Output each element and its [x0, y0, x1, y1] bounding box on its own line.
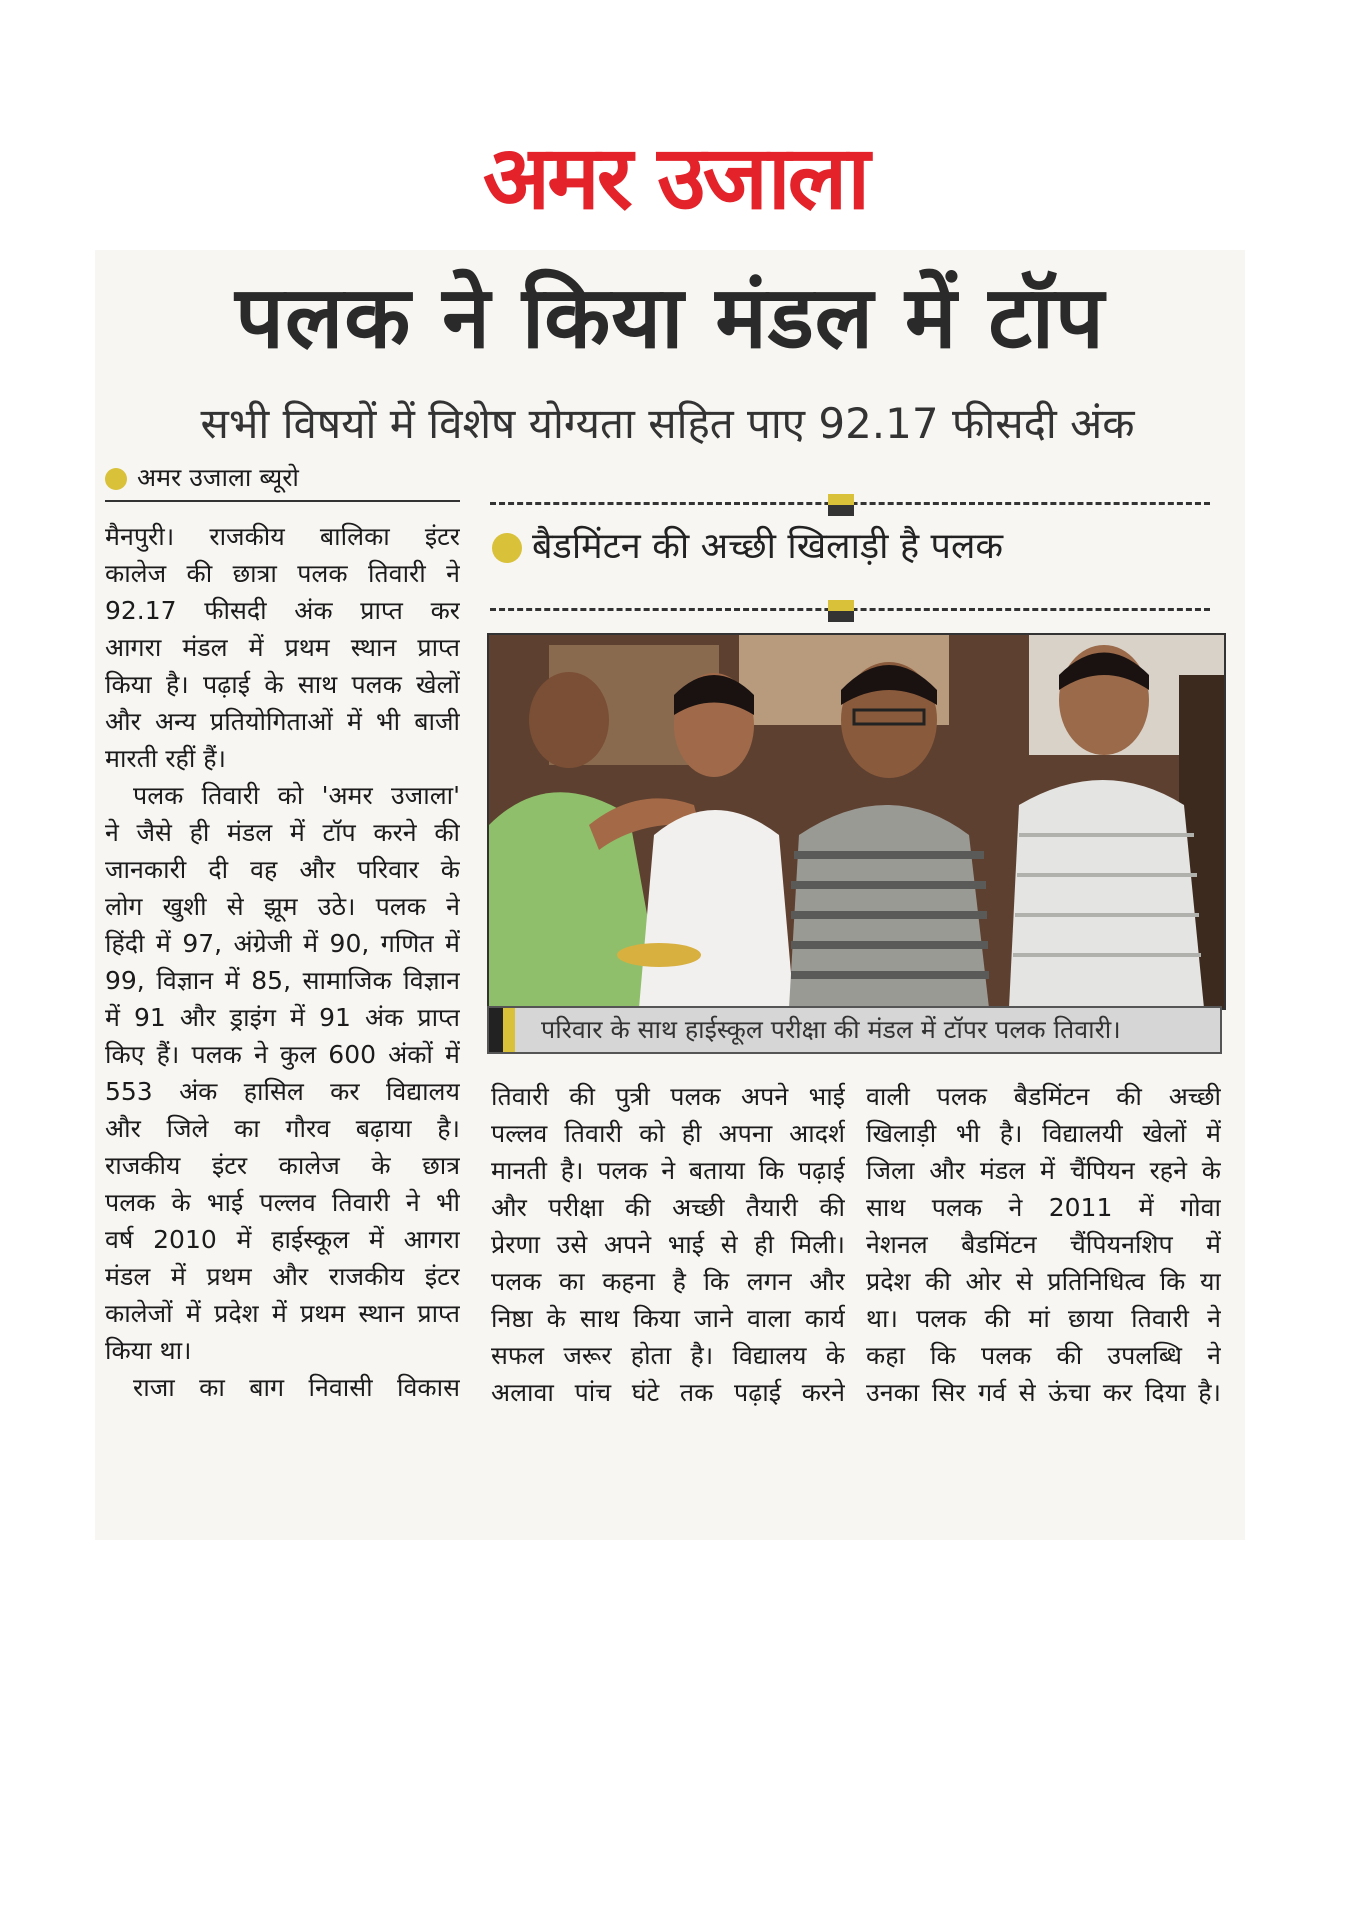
article-column-1: [105, 518, 460, 1406]
text-line: और परीक्षा की अच्छी तैयारी की: [491, 1193, 845, 1222]
divider-marker-icon: [828, 494, 854, 516]
text-line: 92.17 फीसदी अंक प्राप्त कर: [105, 596, 460, 625]
text-line: किया था।: [105, 1336, 192, 1365]
text-line: और जिले का गौरव बढ़ाया है।: [105, 1114, 460, 1143]
text-line: मानती है। पलक ने बताया कि पढ़ाई: [491, 1156, 845, 1185]
text-line: जिला और मंडल में चैंपियन रहने के: [866, 1156, 1221, 1185]
caption-bar: [489, 1008, 503, 1052]
text-line: तिवारी की पुत्री पलक अपने भाई: [491, 1082, 845, 1111]
photo-caption: [487, 1006, 1222, 1054]
text-line: कालेजों में प्रदेश में प्रथम स्थान प्राप्त: [105, 1299, 460, 1328]
text-line: वाली पलक बैडमिंटन की अच्छी: [866, 1082, 1221, 1111]
text-line: आगरा मंडल में प्रथम स्थान प्राप्त: [105, 633, 460, 662]
text-line: नेशनल बैडमिंटन चैंपियनशिप में: [866, 1230, 1221, 1259]
text-line: पल्लव तिवारी को ही अपना आदर्श: [491, 1119, 845, 1148]
bullet-icon: [105, 468, 127, 490]
text-line: निष्ठा के साथ किया जाने वाला कार्य: [491, 1304, 845, 1333]
byline-text: अमर उजाला ब्यूरो: [137, 463, 299, 492]
text-line: कालेज की छात्रा पलक तिवारी ने: [105, 559, 460, 588]
box-heading: [492, 522, 1003, 572]
text-line: मारती रहीं हैं।: [105, 744, 226, 773]
text-line: पलक का कहना है कि लगन और: [491, 1267, 845, 1296]
masthead-logo: अमर उजाला: [482, 126, 868, 229]
article-column-3: [866, 1078, 1221, 1411]
family-photo: [487, 633, 1226, 1010]
text-line: लोग खुशी से झूम उठे। पलक ने: [105, 892, 460, 921]
divider: [490, 502, 1210, 505]
text-line: 553 अंक हासिल कर विद्यालय: [105, 1077, 460, 1106]
text-line: और अन्य प्रतियोगिताओं में भी बाजी: [105, 707, 460, 736]
text-line: राजकीय इंटर कालेज के छात्र: [105, 1151, 460, 1180]
text-line: जानकारी दी वह और परिवार के: [105, 855, 460, 884]
text-line: था। पलक की मां छाया तिवारी ने: [866, 1304, 1221, 1333]
text-line: पलक तिवारी को 'अमर उजाला': [133, 781, 460, 810]
subheadline: सभी विषयों में विशेष योग्यता सहित पाए 92.17 फीसदी अंक: [200, 399, 1135, 448]
photo-caption-text: परिवार के साथ हाईस्कूल परीक्षा की मंडल में टॉपर पलक तिवारी।: [541, 1015, 1121, 1044]
caption-accent: [503, 1008, 515, 1052]
text-line: मैनपुरी। राजकीय बालिका इंटर: [105, 522, 460, 551]
text-line: प्रेरणा उसे अपने भाई से ही मिली।: [491, 1230, 845, 1259]
text-line: पलक के भाई पल्लव तिवारी ने भी: [105, 1188, 460, 1217]
text-line: 99, विज्ञान में 85, सामाजिक विज्ञान: [105, 966, 460, 995]
text-line: मंडल में प्रथम और राजकीय इंटर: [105, 1262, 460, 1291]
text-line: कहा कि पलक की उपलब्धि ने: [866, 1341, 1221, 1370]
text-line: वर्ष 2010 में हाईस्कूल में आगरा: [105, 1225, 460, 1254]
text-line: में 91 और ड्राइंग में 91 अंक प्राप्त: [105, 1003, 460, 1032]
text-line: हिंदी में 97, अंग्रेजी में 90, गणित में: [105, 929, 460, 958]
text-line: किया है। पढ़ाई के साथ पलक खेलों: [105, 670, 460, 699]
byline: [105, 460, 460, 502]
text-line: किए हैं। पलक ने कुल 600 अंकों में: [105, 1040, 460, 1069]
divider: [490, 608, 1210, 611]
text-line: साथ पलक ने 2011 में गोवा: [866, 1193, 1221, 1222]
box-heading-text: बैडमिंटन की अच्छी खिलाड़ी है पलक: [532, 526, 1004, 567]
headline: पलक ने किया मंडल में टॉप: [235, 268, 1105, 368]
article-column-2: [491, 1078, 845, 1411]
divider-marker-icon: [828, 600, 854, 622]
text-line: सफल जरूर होता है। विद्यालय के: [491, 1341, 845, 1370]
text-line: खिलाड़ी भी है। विद्यालयी खेलों में: [866, 1119, 1221, 1148]
text-line: अलावा पांच घंटे तक पढ़ाई करने: [491, 1378, 845, 1407]
text-line: ने जैसे ही मंडल में टॉप करने की: [105, 818, 460, 847]
text-line: उनका सिर गर्व से ऊंचा कर दिया है।: [866, 1378, 1221, 1407]
text-line: राजा का बाग निवासी विकास: [133, 1373, 460, 1402]
text-line: प्रदेश की ओर से प्रतिनिधित्व कि या: [866, 1267, 1221, 1296]
bullet-icon: [492, 533, 522, 563]
